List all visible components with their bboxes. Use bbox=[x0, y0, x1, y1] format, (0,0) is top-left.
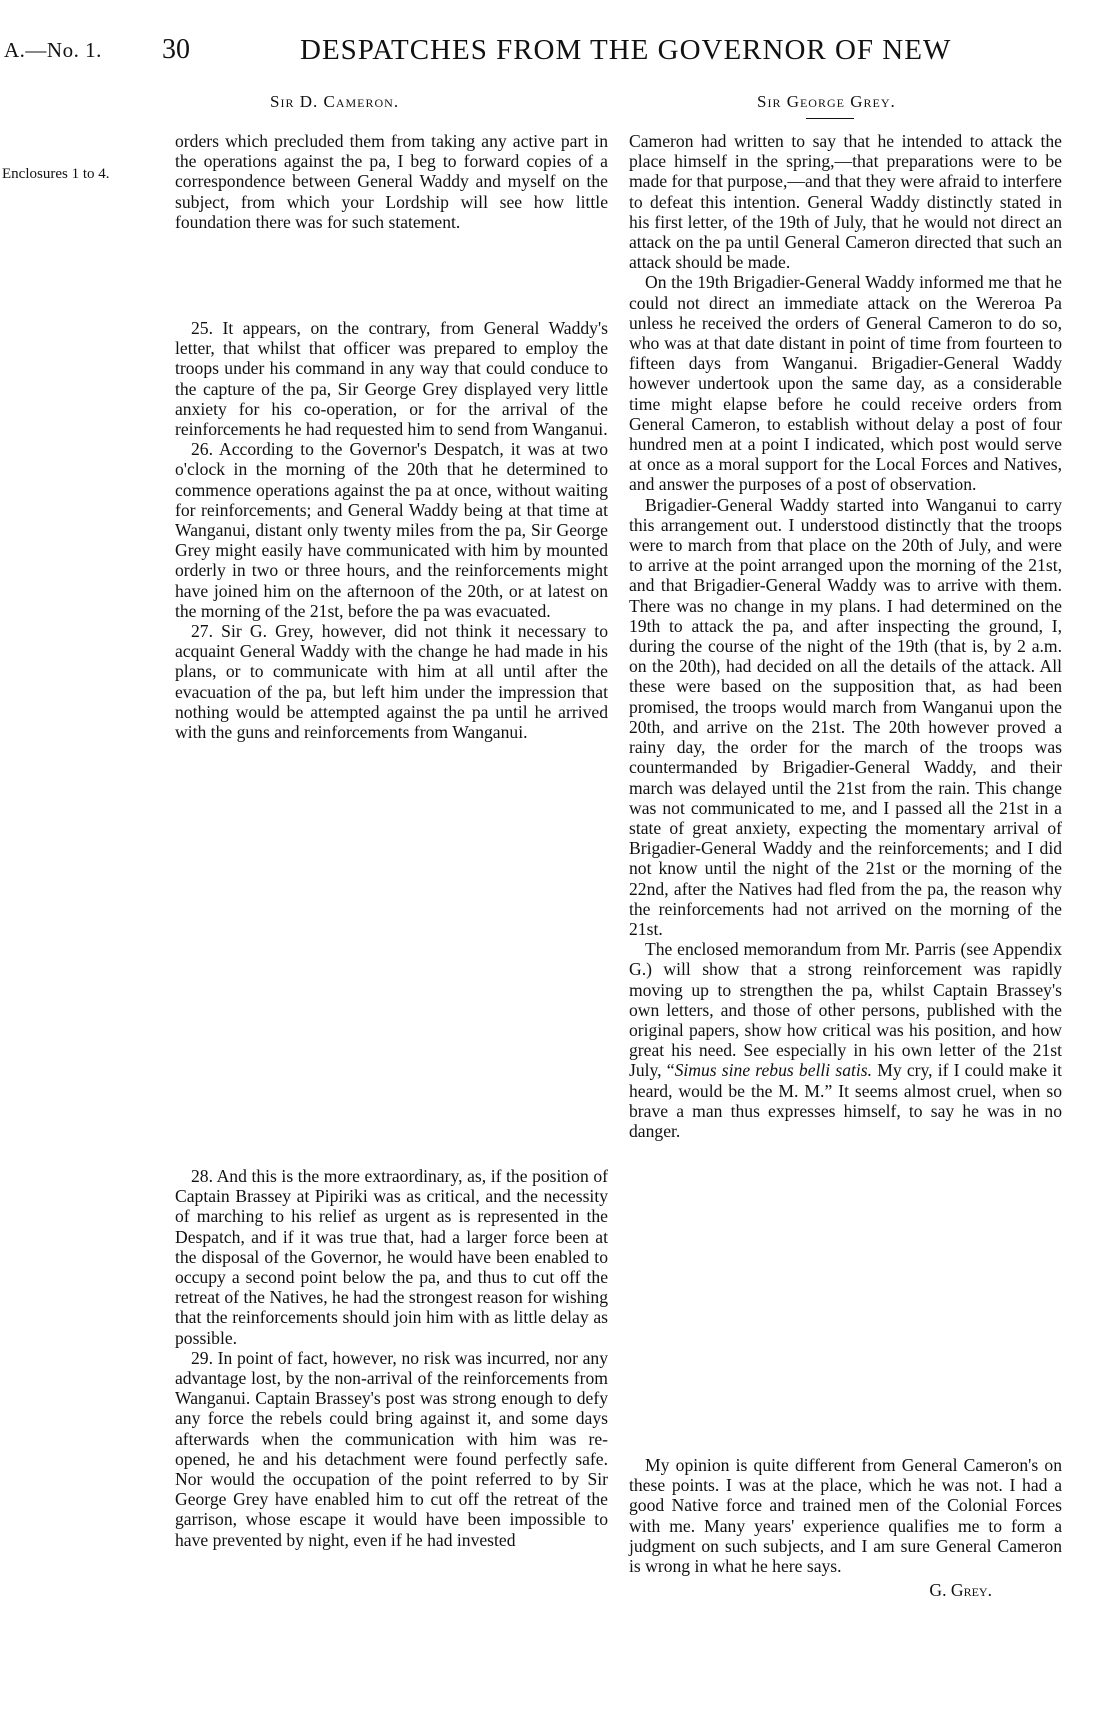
grey-paragraph-5: My opinion is quite different from General Cameron's on these points. I was at the place, which he was not. I had a good Native force and trained men of the Colonial Forces with me. Many years' experience qualifies me to form a judgment on such subjects, and I am sure General Cameron is wrong in what he here says. bbox=[629, 1455, 1062, 1577]
paragraph-29: 29. In point of fact, however, no risk was incurred, nor any advantage lost, by the non-arrival of the reinforcements from Wanganui. Captain Brassey's post was strong enough to defy any force the rebels could bring against it, and some days afterwards when the communication with him was re-opened, he and his detachment were found perfectly safe. Nor would the occupation of the point referred to by Sir George Grey have enabled him to cut off the retreat of the garrison, whose escape it would have been impossible to have prevented by night, even if he had invested bbox=[175, 1347, 608, 1550]
grey-paragraph-4 bbox=[629, 939, 1062, 1141]
grey-paragraph-2: On the 19th Brigadier-General Waddy informed me that he could not direct an immediate attack on the Wereroa Pa unless he received the orders of General Cameron to do so, who was at that date distant in point of time from fourteen to fifteen days from Wanganui. Brigadier-General Waddy however undertook upon the same day, as a considerable time might elapse before he could receive orders from General Cameron, to establish without delay a post of four hundred men at a point I indicated, which post would serve at once as a moral support for the Local Forces and Natives, and answer the purposes of a post of observation. bbox=[629, 272, 1062, 495]
paragraph-26: 26. According to the Governor's Despatch, it was at two o'clock in the morning of the 20th that he determined to commence operations against the pa at once, without waiting for reinforcements; and General Waddy being at that time at Wanganui, distant only twenty miles from the pa, Sir George Grey might easily have communicated with him by mounted orderly in two or three hours, and the reinforcements might have joined him on the afternoon of the 20th, or at latest on the morning of the 21st, before the pa was evacuated. bbox=[175, 439, 608, 621]
signature: G. Grey. bbox=[929, 1580, 992, 1601]
paper-reference: A.—No. 1. bbox=[4, 38, 102, 62]
left-column-heading: Sir D. Cameron. bbox=[270, 92, 400, 111]
grey-paragraph-4-text-a: The enclosed memorandum from Mr. Parris (see Appendix G.) will show that a strong reinforcement was rapidly moving up to strengthen the pa, whilst Captain Brassey's own letters, and those of other persons, published with the original papers, show how critical was his position, and how great his need. See especially in his own letter of the 21st July, “ bbox=[629, 939, 1062, 1081]
left-column-block-1 bbox=[175, 131, 608, 232]
page-header bbox=[0, 30, 1114, 70]
right-column-block-2 bbox=[629, 1455, 1062, 1600]
left-column-block-2 bbox=[175, 318, 608, 742]
latin-quote: Simus sine rebus belli satis. bbox=[674, 1060, 873, 1081]
paragraph-continued: orders which precluded them from taking any active part in the operations against the pa, I beg to forward copies of a correspondence between General Waddy and myself on the subject, from which your Lordship will see how little foundation there was for such statement. bbox=[175, 131, 608, 232]
running-title: DESPATCHES FROM THE GOVERNOR OF NEW bbox=[300, 34, 952, 66]
right-column-block-1 bbox=[629, 131, 1062, 1141]
left-column-block-3 bbox=[175, 1166, 608, 1550]
paragraph-25: 25. It appears, on the contrary, from General Waddy's letter, that whilst that officer was prepared to employ the troops under his command in any way that could conduce to the capture of the pa, Sir George Grey displayed very little anxiety for his co-operation, or for the arrival of the reinforcements he had requested him to send from Wanganui. bbox=[175, 318, 608, 440]
paragraph-27: 27. Sir G. Grey, however, did not think it necessary to acquaint General Waddy with the change he had made in his plans, or to communicate with him at all until after the evacuation of the pa, but left him under the impression that nothing would be attempted against the pa until he arrived with the guns and reinforcements from Wanganui. bbox=[175, 621, 608, 743]
grey-paragraph-1: Cameron had written to say that he intended to attack the place himself in the spring,—that preparations were to be made for that purpose,—and that they were afraid to interfere to defeat this intention. General Waddy distinctly stated in his first letter, of the 19th of July, that he would not direct an attack on the pa until General Cameron directed that such an attack should be made. bbox=[629, 131, 1062, 273]
grey-paragraph-4-text-b: My cry, if I could make it heard, would be the M. M.” It seems almost cruel, when so brave a man thus expresses himself, to say he was in no danger. bbox=[629, 1060, 1062, 1141]
grey-paragraph-3: Brigadier-General Waddy started into Wanganui to carry this arrangement out. I understood distinctly that the troops were to march from that place on the 20th of July, and were to arrive at the point arranged upon the morning of the 21st, and that Brigadier-General Waddy was to arrive with them. There was no change in my plans. I had determined on the 19th to attack the pa, and after inspecting the ground, I, during the course of the night of the 19th (that is, by 2 a.m. on the 20th), had decided on all the details of the attack. All these were based on the supposition that, as had been promised, the troops would march from Wanganui upon the 20th, and arrive on the 21st. The 20th however proved a rainy day, the order for the march of the troops was countermanded by Brigadier-General Waddy, and their march was delayed until the 21st from the rain. This change was not communicated to me, and I passed all the 21st in a state of great anxiety, expecting the momentary arrival of Brigadier-General Waddy and the reinforcements; and I did not know until the night of the 21st or the morning of the 22nd, after the Natives had fled from the pa, the reason why the reinforcements had not arrived on the morning of the 21st. bbox=[629, 494, 1062, 939]
margin-note: Enclosures 1 to 4. bbox=[2, 166, 110, 182]
page-number: 30 bbox=[162, 34, 190, 65]
paragraph-28: 28. And this is the more extraordinary, as, if the position of Captain Brassey at Pipiriki was as critical, and the necessity of marching to his relief as urgent as is represented in the Despatch, and if it was true that, had a larger force been at the disposal of the Governor, he would have been enabled to occupy a second point below the pa, and thus to cut off the retreat of the Natives, he had the strongest reason for wishing that the reinforcements should join him with as little delay as possible. bbox=[175, 1166, 608, 1348]
right-column-heading: Sir George Grey. bbox=[757, 92, 896, 111]
heading-rule bbox=[806, 118, 854, 119]
